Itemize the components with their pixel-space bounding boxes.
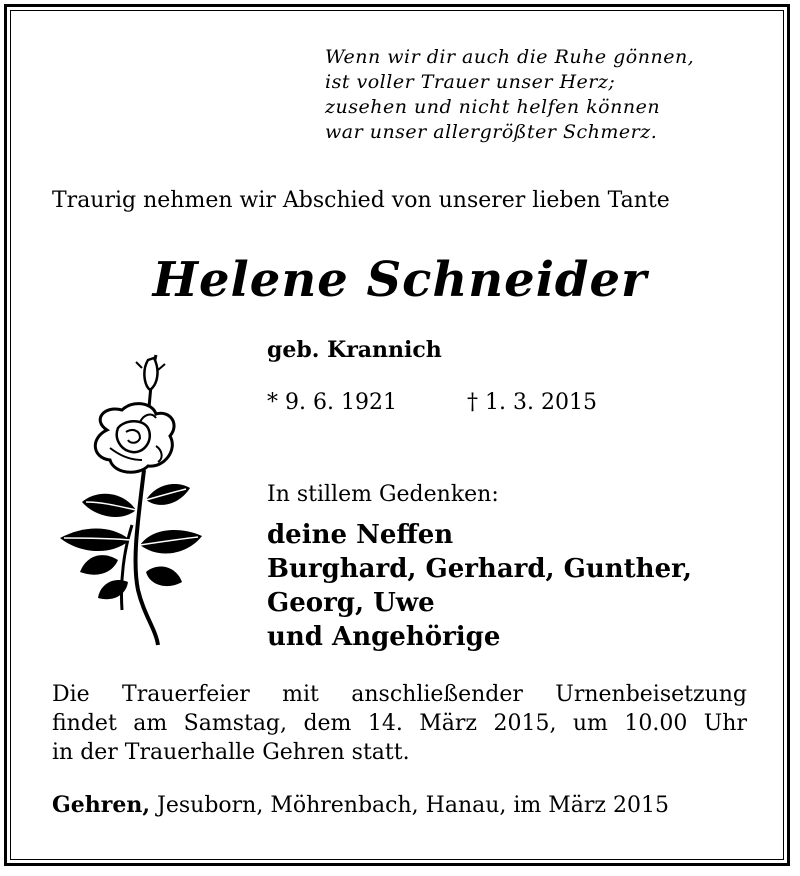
place-rest: Jesuborn, Möhrenbach, Hanau, im März 2015 xyxy=(150,793,670,818)
memory-line: In stillem Gedenken: xyxy=(267,482,499,507)
ceremony-line: in der Trauerhalle Gehren statt. xyxy=(52,740,410,765)
death-date: † 1. 3. 2015 xyxy=(467,390,597,415)
birth-name: geb. Krannich xyxy=(267,337,442,363)
intro-text: Traurig nehmen wir Abschied von unserer lieben Tante xyxy=(52,188,670,213)
mourners-list xyxy=(267,518,692,654)
rose-icon xyxy=(52,350,212,650)
place-town: Gehren, xyxy=(52,792,151,818)
mourner-line: und Angehörige xyxy=(267,622,501,652)
poem-line: Wenn wir dir auch die Ruhe gönnen, xyxy=(325,46,695,68)
birth-date: * 9. 6. 1921 xyxy=(267,390,397,415)
ceremony-line: findet am Samstag, dem 14. März 2015, um 10.00 Uhr xyxy=(52,711,747,736)
ceremony-line: Die Trauerfeier mit anschließender Urnenbeisetzung xyxy=(52,682,747,707)
poem-line: zusehen und nicht helfen können xyxy=(325,96,661,118)
place-and-date xyxy=(52,792,669,818)
mourner-line: deine Neffen xyxy=(267,520,454,550)
poem-line: ist voller Trauer unser Herz; xyxy=(325,71,616,93)
deceased-name: Helene Schneider xyxy=(152,252,648,308)
ceremony-notice xyxy=(52,680,747,767)
poem xyxy=(325,45,694,145)
mourner-line: Georg, Uwe xyxy=(267,588,435,618)
mourner-line: Burghard, Gerhard, Gunther, xyxy=(267,554,692,584)
poem-line: war unser allergrößter Schmerz. xyxy=(325,121,658,143)
